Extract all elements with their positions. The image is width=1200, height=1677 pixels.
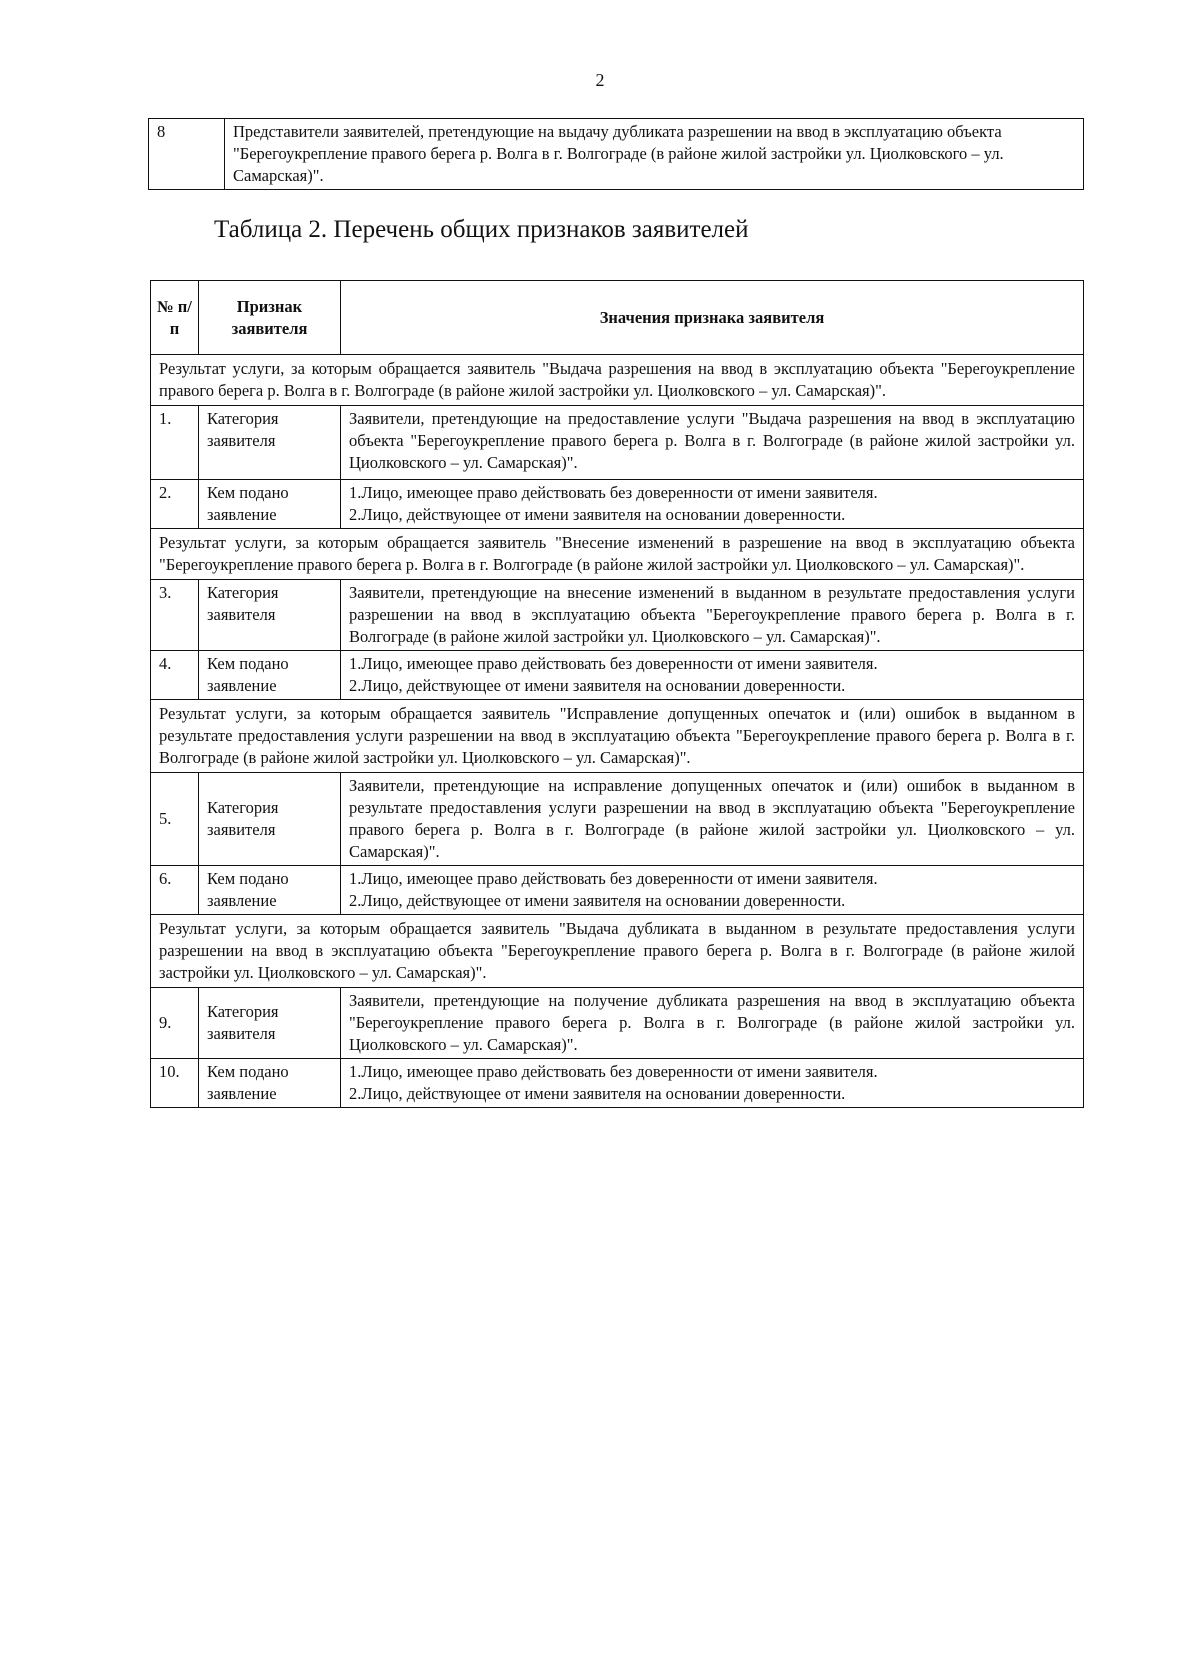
table-caption: Таблица 2. Перечень общих признаков заявителей xyxy=(214,216,749,243)
row-feature: Категория заявителя xyxy=(199,580,341,651)
row-number: 3. xyxy=(151,580,199,651)
row-number: 4. xyxy=(151,651,199,700)
row-value: Заявители, претендующие на получение дубликата разрешения на ввод в эксплуатацию объекта "Берегоукрепление правого берега р. Волга в г. Волгограде (в районе жилой застройки ул. Циолковского – ул. Самарская)". xyxy=(341,988,1084,1059)
row-feature: Кем подано заявление xyxy=(199,1059,341,1108)
table-row xyxy=(151,480,1084,529)
table-row xyxy=(151,580,1084,651)
continuation-table xyxy=(148,118,1084,190)
row-number: 5. xyxy=(151,773,199,866)
row-value xyxy=(341,1059,1084,1108)
row-feature: Кем подано заявление xyxy=(199,866,341,915)
header-feature: Признак заявителя xyxy=(199,281,341,355)
row-value: Заявители, претендующие на исправление допущенных опечаток и (или) ошибок в выданном в результате предоставления услуги разрешении на ввод в эксплуатацию объекта "Берегоукрепление правого берега р. Волга в г. Волгограде (в районе жилой застройки ул. Циолковского – ул. Самарская)". xyxy=(341,773,1084,866)
value-line: 2.Лицо, действующее от имени заявителя на основании доверенности. xyxy=(349,891,846,910)
header-values: Значения признака заявителя xyxy=(341,281,1084,355)
table-row xyxy=(151,1059,1084,1108)
group-title-row xyxy=(151,355,1084,406)
group-title-row xyxy=(151,915,1084,988)
row-number: 6. xyxy=(151,866,199,915)
value-line: 1.Лицо, имеющее право действовать без доверенности от имени заявителя. xyxy=(349,1062,878,1081)
value-line: 2.Лицо, действующее от имени заявителя на основании доверенности. xyxy=(349,676,846,695)
value-line: 1.Лицо, имеющее право действовать без доверенности от имени заявителя. xyxy=(349,654,878,673)
row-number: 8 xyxy=(149,119,225,190)
row-text: Представители заявителей, претендующие на выдачу дубликата разрешении на ввод в эксплуатацию объекта "Берегоукрепление правого берега р. Волга в г. Волгограде (в районе жилой застройки ул. Циолковского – ул. Самарская)". xyxy=(225,119,1084,190)
value-line: 1.Лицо, имеющее право действовать без доверенности от имени заявителя. xyxy=(349,869,878,888)
row-feature: Кем подано заявление xyxy=(199,480,341,529)
applicant-features-table xyxy=(150,280,1084,1108)
row-feature: Кем подано заявление xyxy=(199,651,341,700)
table-body xyxy=(151,355,1084,1108)
table-row xyxy=(151,866,1084,915)
table-header-row xyxy=(151,281,1084,355)
page-number: 2 xyxy=(595,70,605,90)
row-value xyxy=(341,651,1084,700)
row-value: Заявители, претендующие на предоставление услуги "Выдача разрешения на ввод в эксплуатацию объекта "Берегоукрепление правого берега р. Волга в г. Волгограде (в районе жилой застройки ул. Циолковского – ул. Самарская)". xyxy=(341,406,1084,480)
row-number: 2. xyxy=(151,480,199,529)
table-row xyxy=(151,406,1084,480)
group-title-row xyxy=(151,700,1084,773)
group-title-row xyxy=(151,529,1084,580)
table-row xyxy=(151,773,1084,866)
group-title: Результат услуги, за которым обращается заявитель "Исправление допущенных опечаток и (или) ошибок в выданном в результате предоставления услуги разрешении на ввод в эксплуатацию объекта "Берегоукрепление правого берега р. Волга в г. Волгограде (в районе жилой застройки ул. Циолковского – ул. Самарская)". xyxy=(151,700,1084,773)
row-number: 1. xyxy=(151,406,199,480)
value-line: 2.Лицо, действующее от имени заявителя на основании доверенности. xyxy=(349,505,846,524)
row-number: 9. xyxy=(151,988,199,1059)
row-number: 10. xyxy=(151,1059,199,1108)
group-title: Результат услуги, за которым обращается заявитель "Выдача разрешения на ввод в эксплуатацию объекта "Берегоукрепление правого берега р. Волга в г. Волгограде (в районе жилой застройки ул. Циолковского – ул. Самарская)". xyxy=(151,355,1084,406)
table-row xyxy=(149,119,1084,190)
table-row xyxy=(151,988,1084,1059)
value-line: 2.Лицо, действующее от имени заявителя на основании доверенности. xyxy=(349,1084,846,1103)
row-value: Заявители, претендующие на внесение изменений в выданном в результате предоставления услуги разрешении на ввод в эксплуатацию объекта "Берегоукрепление правого берега р. Волга в г. Волгограде (в районе жилой застройки ул. Циолковского – ул. Самарская)". xyxy=(341,580,1084,651)
row-feature: Категория заявителя xyxy=(199,406,341,480)
group-title: Результат услуги, за которым обращается заявитель "Выдача дубликата в выданном в результате предоставления услуги разрешении на ввод в эксплуатацию объекта "Берегоукрепление правого берега р. Волга в г. Волгограде (в районе жилой застройки ул. Циолковского – ул. Самарская)". xyxy=(151,915,1084,988)
row-feature: Категория заявителя xyxy=(199,988,341,1059)
row-value xyxy=(341,480,1084,529)
header-number: № п/п xyxy=(151,281,199,355)
row-feature: Категория заявителя xyxy=(199,773,341,866)
row-value xyxy=(341,866,1084,915)
value-line: 1.Лицо, имеющее право действовать без доверенности от имени заявителя. xyxy=(349,483,878,502)
table-row xyxy=(151,651,1084,700)
group-title: Результат услуги, за которым обращается заявитель "Внесение изменений в разрешение на ввод в эксплуатацию объекта "Берегоукрепление правого берега р. Волга в г. Волгограде (в районе жилой застройки ул. Циолковского – ул. Самарская)". xyxy=(151,529,1084,580)
